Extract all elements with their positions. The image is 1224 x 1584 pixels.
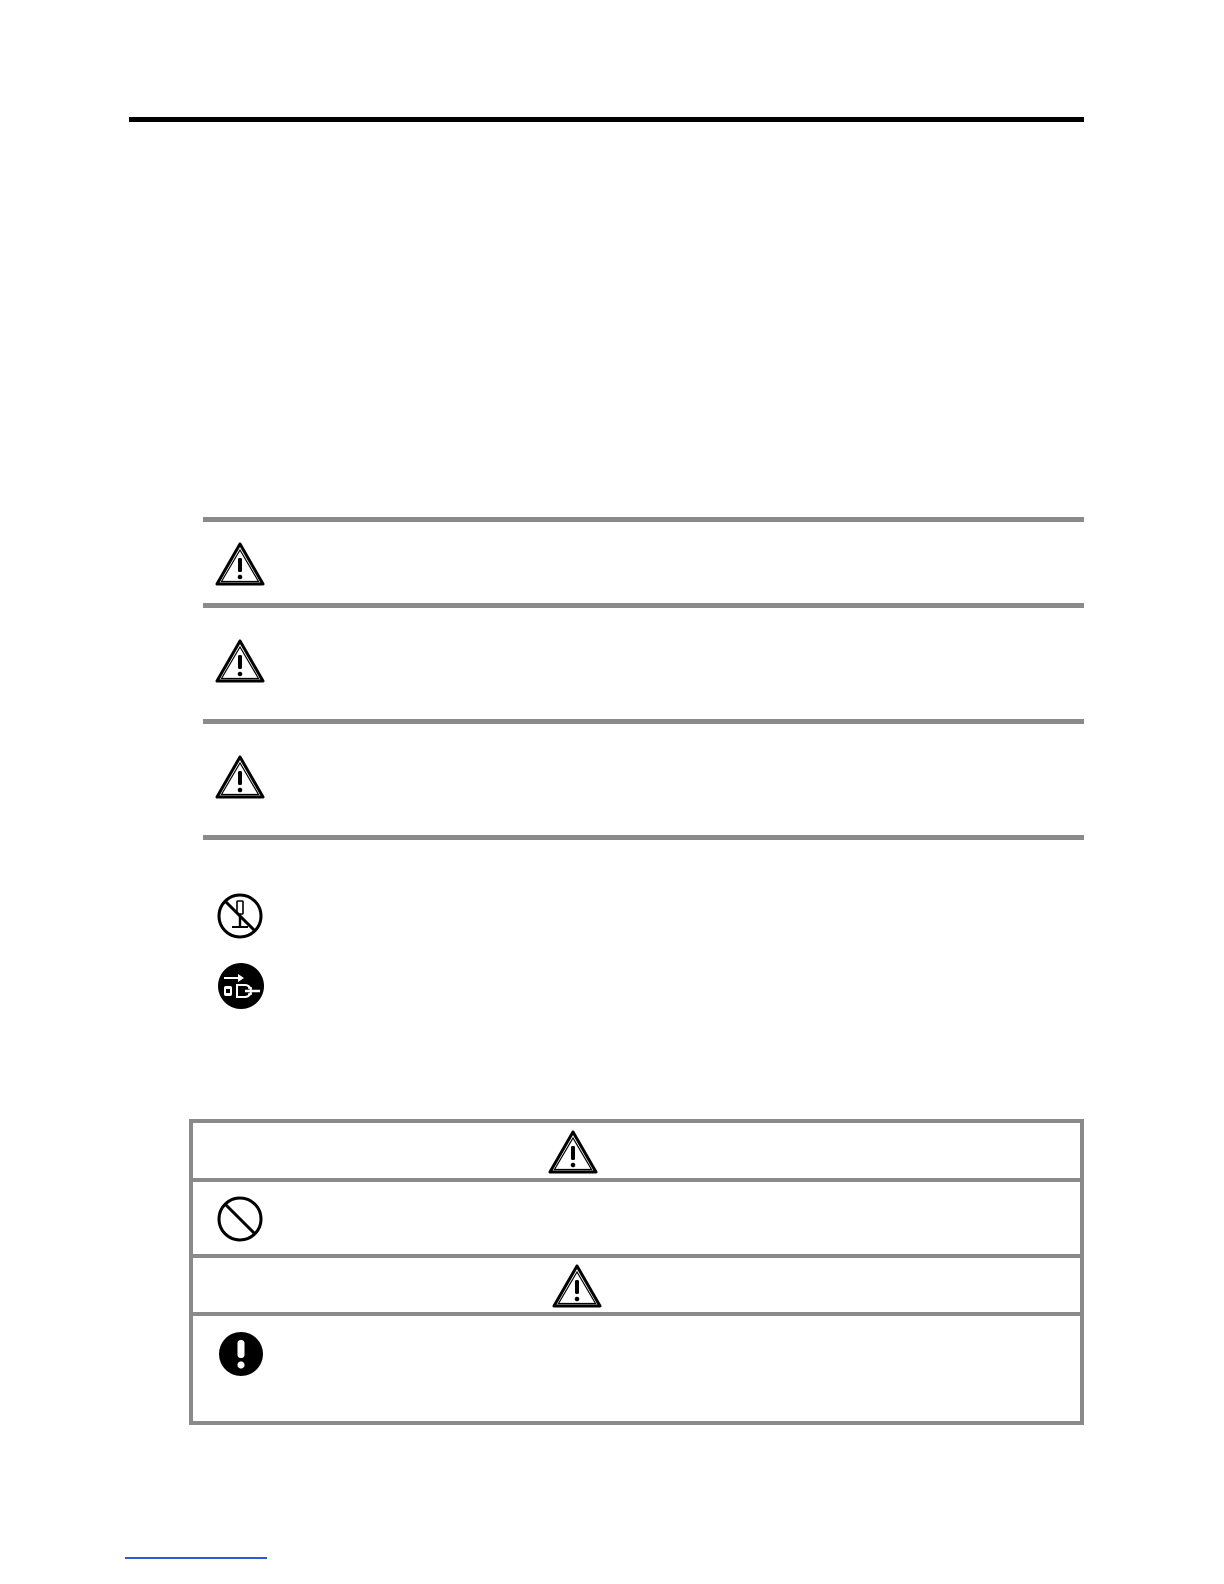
unplug-power-icon: [216, 961, 266, 1011]
table-rule-3: [189, 1312, 1084, 1316]
no-disassembly-icon: [216, 892, 264, 940]
table-rule-1: [189, 1178, 1084, 1182]
warning-triangle-icon: [214, 638, 266, 684]
mandatory-action-icon: [218, 1331, 264, 1377]
safety-table: [189, 1119, 1084, 1425]
table-rule-2: [189, 1254, 1084, 1258]
legend-rule-2: [203, 603, 1084, 608]
legend-rule-3: [203, 719, 1084, 724]
warning-triangle-icon: [214, 754, 266, 800]
legend-rule-1: [203, 517, 1084, 522]
warning-triangle-icon: [547, 1129, 599, 1175]
legend-rule-4: [203, 835, 1084, 840]
prohibited-icon: [216, 1195, 264, 1243]
warning-triangle-icon: [551, 1263, 603, 1309]
warning-triangle-icon: [214, 541, 266, 587]
footer-link-underline[interactable]: [125, 1557, 267, 1559]
header-rule: [129, 117, 1084, 122]
